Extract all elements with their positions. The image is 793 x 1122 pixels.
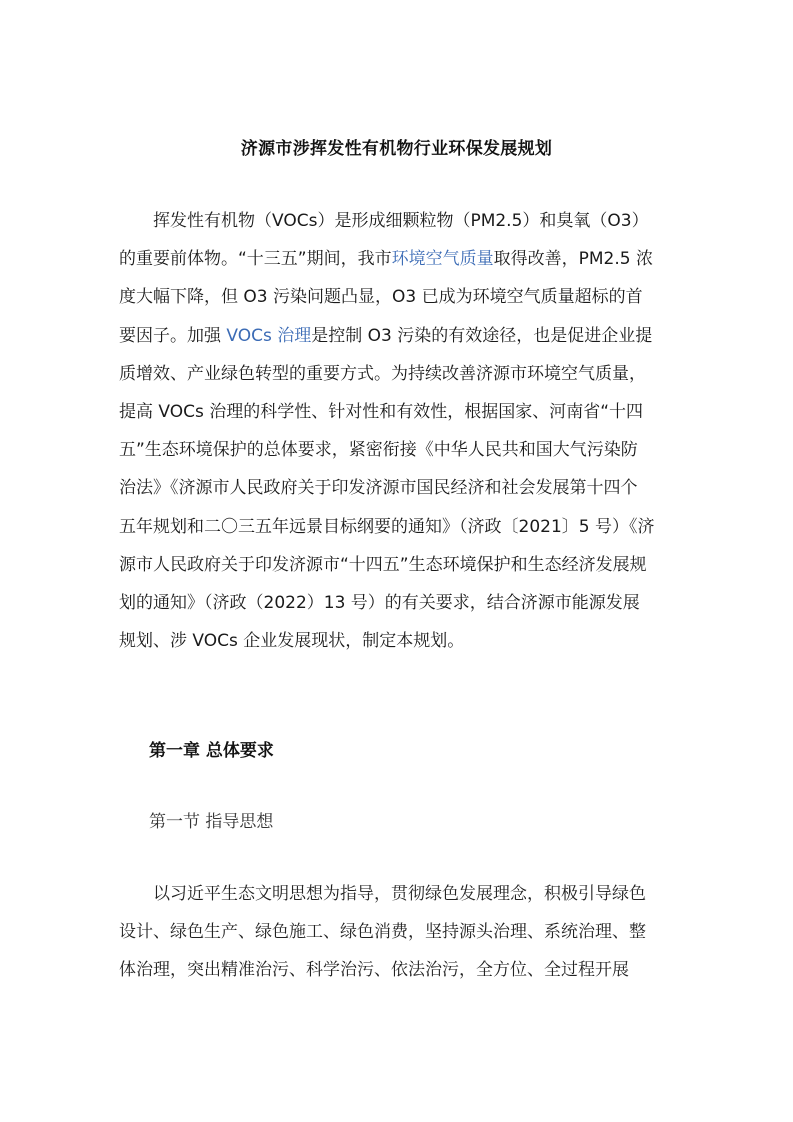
section-heading: 第一节 指导思想 — [149, 812, 274, 832]
paragraph-line — [119, 317, 679, 355]
paragraph-line — [119, 393, 679, 431]
document-title: 济源市涉挥发性有机物行业环保发展规划 — [240, 139, 553, 159]
paragraph-line — [119, 469, 679, 507]
text-run: 五”生态环境保护的总体要求，紧密衔接《中华人民共和国大气污染防 — [119, 440, 638, 461]
text-run: 五年规划和二〇三五年远景目标纲要的通知》（济政〔2021〕5 号）《济 — [119, 516, 655, 537]
text-run: 度大幅下降，但 O3 污染问题凸显，O3 已成为环境空气质量超标的首 — [119, 287, 643, 308]
text-run: 规划、涉 VOCs 企业发展现状，制定本规划。 — [119, 631, 465, 652]
paragraph-line — [119, 240, 679, 278]
text-run: 质增效、产业绿色转型的重要方式。为持续改善济源市环境空气质量， — [119, 363, 646, 384]
air-quality-link[interactable]: 环境空气质量 — [391, 249, 494, 270]
paragraph-line: 体治理，突出精准治污、科学治污、依法治污，全方位、全过程开展 — [119, 960, 629, 981]
intro-paragraph — [119, 202, 679, 660]
paragraph-line — [119, 355, 679, 393]
chapter-heading: 第一章 总体要求 — [149, 741, 274, 761]
text-run: 提高 VOCs 治理的科学性、针对性和有效性，根据国家、河南省“十四 — [119, 402, 644, 423]
text-run: 的重要前体物。“十三五”期间，我市 — [119, 249, 392, 270]
paragraph-line — [119, 202, 679, 240]
text-run: 治法》《济源市人民政府关于印发济源市国民经济和社会发展第十四个 — [119, 478, 638, 499]
paragraph-line — [119, 278, 679, 316]
text-run: 挥发性有机物（VOCs）是形成细颗粒物（PM2.5）和臭氧（O3） — [153, 211, 649, 231]
paragraph-line — [119, 584, 679, 622]
paragraph-line: 以习近平生态文明思想为指导，贯彻绿色发展理念，积极引导绿色 — [153, 884, 646, 904]
paragraph-line — [119, 546, 679, 584]
paragraph-line — [119, 431, 679, 469]
paragraph-line: 设计、绿色生产、绿色施工、绿色消费，坚持源头治理、系统治理、整 — [119, 922, 646, 943]
text-run: 划的通知》（济政（2022）13 号）的有关要求，结合济源市能源发展 — [119, 593, 640, 614]
text-run: 源市人民政府关于印发济源市“十四五”生态环境保护和生态经济发展规 — [119, 554, 647, 575]
guiding-paragraph — [119, 875, 679, 990]
paragraph-line — [119, 508, 679, 546]
text-run: 要因子。加强 — [119, 325, 227, 346]
text-run: 是控制 O3 污染的有效途径，也是促进企业提 — [311, 325, 653, 346]
paragraph-line — [119, 622, 679, 660]
text-run: 取得改善，PM2.5 浓 — [493, 249, 653, 270]
vocs-governance-link[interactable]: VOCs 治理 — [226, 325, 312, 346]
